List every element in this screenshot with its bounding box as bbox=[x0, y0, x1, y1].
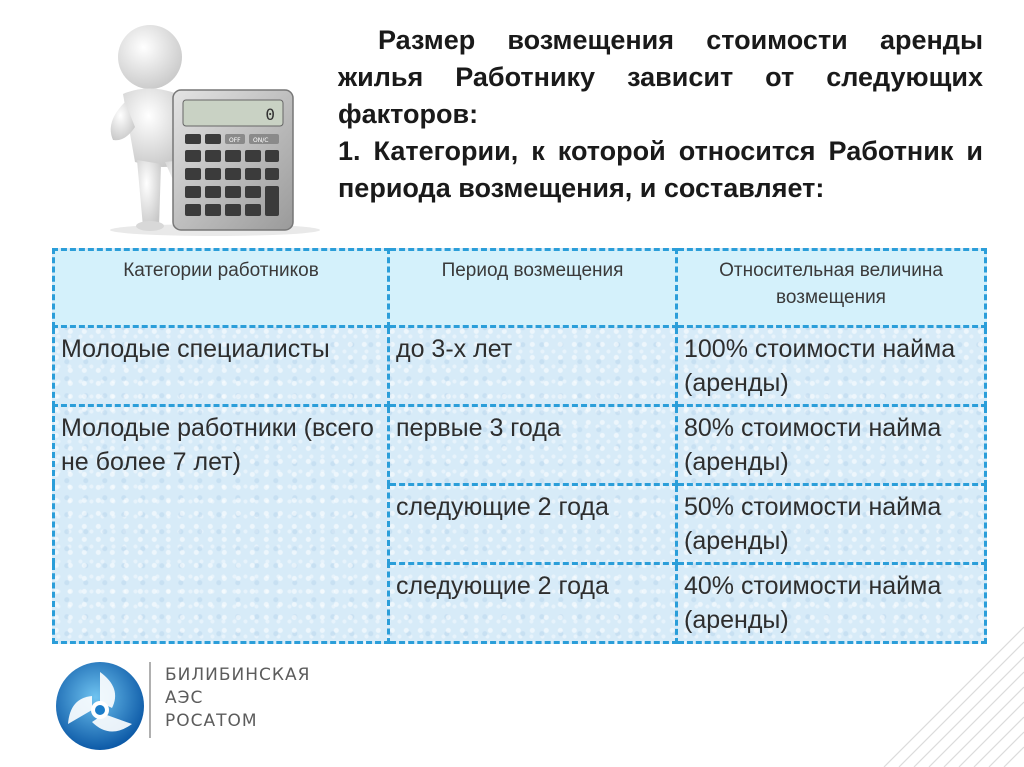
row3-period: следующие 2 года bbox=[389, 485, 677, 564]
logo-wordmark bbox=[165, 664, 310, 733]
table-header-row bbox=[54, 250, 986, 327]
calculator-display: 0 bbox=[265, 105, 275, 124]
row2-category: Молодые работники (всего не более 7 лет) bbox=[54, 406, 389, 643]
row4-amount: 40% стоимости найма (аренды) bbox=[677, 564, 986, 643]
header-period: Период возмещения bbox=[389, 250, 677, 327]
logo-line-3: РОСАТОМ bbox=[165, 711, 258, 731]
row1-category: Молодые специалисты bbox=[54, 327, 389, 406]
calculator-figure-illustration bbox=[95, 12, 325, 237]
row1-amount: 100% стоимости найма (аренды) bbox=[677, 327, 986, 406]
header-category: Категории работников bbox=[54, 250, 389, 327]
logo-line-1: БИЛИБИНСКАЯ bbox=[165, 665, 311, 685]
logo-line-2: АЭС bbox=[165, 688, 204, 708]
calculator-icon bbox=[173, 90, 293, 230]
row4-period: следующие 2 года bbox=[389, 564, 677, 643]
row1-period: до 3-х лет bbox=[389, 327, 677, 406]
header-amount: Относительная величина возмещения bbox=[677, 250, 986, 327]
row3-amount: 50% стоимости найма (аренды) bbox=[677, 485, 986, 564]
heading-point-1-text: 1. Категории, к которой относится Работник и периода возмещения, и составляет: bbox=[338, 136, 983, 203]
slide-heading bbox=[338, 22, 983, 207]
logo-divider bbox=[149, 662, 151, 738]
table-row bbox=[54, 406, 986, 485]
table-row bbox=[54, 327, 986, 406]
calculator-onc-key-label: ON/C bbox=[253, 137, 269, 144]
calculator-off-key-label: OFF bbox=[229, 137, 241, 144]
row2-amount: 80% стоимости найма (аренды) bbox=[677, 406, 986, 485]
corner-decoration bbox=[624, 617, 1024, 767]
row2-period: первые 3 года bbox=[389, 406, 677, 485]
compensation-rates-table bbox=[52, 248, 987, 644]
heading-intro-text: Размер возмещения стоимости аренды жилья Работнику зависит от следующих факторов: bbox=[338, 25, 983, 129]
rosatom-logo-icon bbox=[40, 658, 160, 758]
